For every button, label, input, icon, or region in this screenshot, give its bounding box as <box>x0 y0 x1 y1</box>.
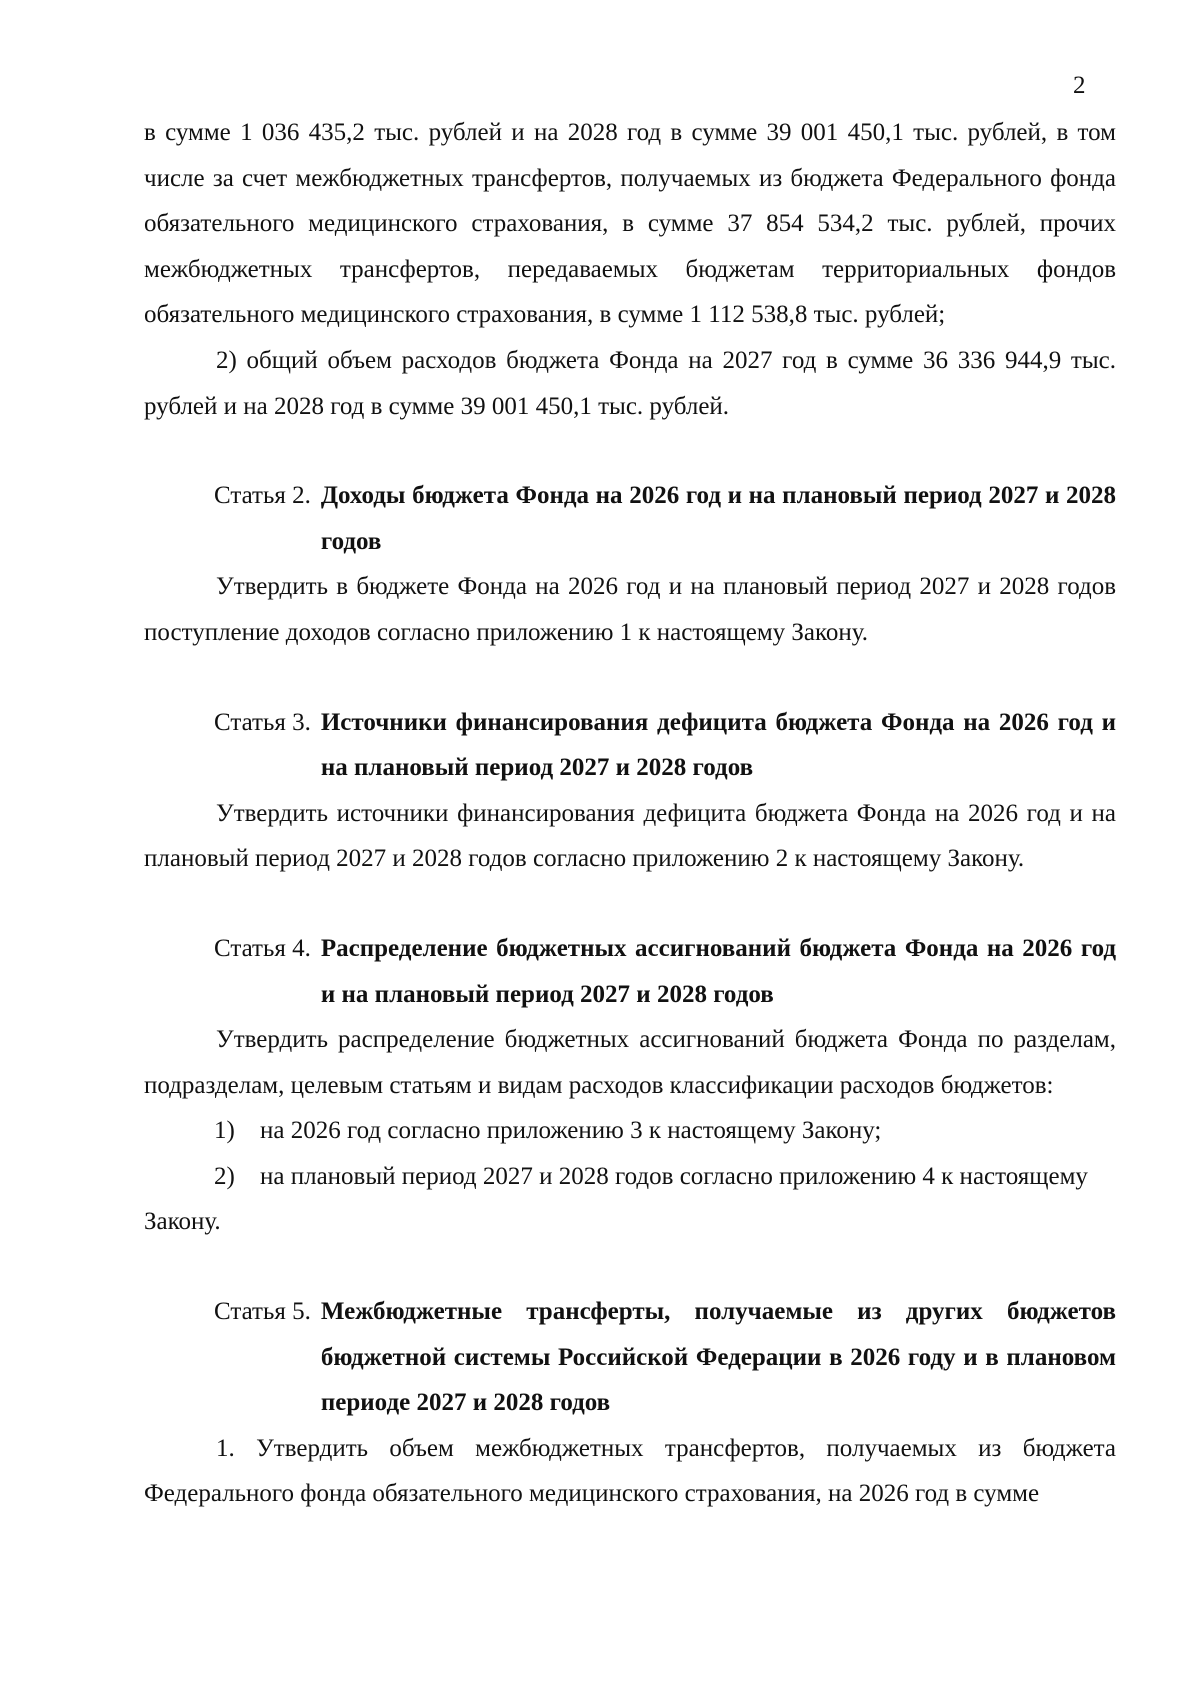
article-4-heading <box>214 926 1116 1017</box>
list-item <box>214 1154 1116 1200</box>
section-gap <box>144 656 1116 700</box>
section-gap <box>144 882 1116 926</box>
list-item-number: 1) <box>214 1117 235 1145</box>
article-title: Межбюджетные трансферты, получаемые из других бюджетов бюджетной системы Российской Федерации в 2026 году и в плановом периоде 2027 и 2028 годов <box>320 1298 1116 1417</box>
article-number: Статья 2. <box>214 482 311 510</box>
article-2-heading <box>214 473 1116 564</box>
article-5-heading <box>214 1289 1116 1426</box>
article-number: Статья 4. <box>214 934 311 962</box>
section-gap <box>144 1245 1116 1289</box>
list-item <box>214 1108 1116 1154</box>
page-number: 2 <box>1073 72 1086 99</box>
article-title: Распределение бюджетных ассигнований бюджета Фонда на 2026 год и на плановый период 2027 и 2028 годов <box>320 934 1116 1008</box>
article-3-body: Утвердить источники финансирования дефицита бюджета Фонда на 2026 год и на плановый период 2027 и 2028 годов согласно приложению 2 к настоящему Закону. <box>144 799 1116 873</box>
article-number: Статья 5. <box>214 1298 311 1326</box>
section-gap <box>144 429 1116 473</box>
article-2-body: Утвердить в бюджете Фонда на 2026 год и на плановый период 2027 и 2028 годов поступление доходов согласно приложению 1 к настоящему Закону. <box>144 573 1116 646</box>
document-body <box>144 110 1116 1517</box>
list-item-text: на плановый период 2027 и 2028 годов согласно приложению 4 к настоящему <box>260 1162 1088 1190</box>
list-item-continuation: Закону. <box>144 1208 221 1236</box>
article-3-heading <box>214 700 1116 791</box>
article-title: Доходы бюджета Фонда на 2026 год и на плановый период 2027 и 2028 годов <box>320 482 1116 555</box>
article-title: Источники финансирования дефицита бюджета Фонда на 2026 год и на плановый период 2027 и 2028 годов <box>320 708 1116 782</box>
list-item-number: 2) <box>214 1162 235 1190</box>
article-4-body: Утвердить распределение бюджетных ассигнований бюджета Фонда по разделам, подразделам, целевым статьям и видам расходов классификации расходов бюджетов: <box>144 1026 1116 1099</box>
paragraph-continuation: в сумме 1 036 435,2 тыс. рублей и на 2028 год в сумме 39 001 450,1 тыс. рублей, в том числе за счет межбюджетных трансфертов, получаемых из бюджета Федерального фонда обязательного медицинского страхования, в сумме 37 854 534,2 тыс. рублей, прочих межбюджетных трансфертов, передаваемых бюджетам территориальных фондов обязательного медицинского страхования, в сумме 1 112 538,8 тыс. рублей; <box>144 119 1116 329</box>
article-number: Статья 3. <box>214 708 311 736</box>
paragraph-expenses: 2) общий объем расходов бюджета Фонда на 2027 год в сумме 36 336 944,9 тыс. рублей и на 2028 год в сумме 39 001 450,1 тыс. рублей. <box>144 346 1116 420</box>
list-item-text: на 2026 год согласно приложению 3 к настоящему Закону; <box>260 1117 882 1145</box>
article-5-body: 1. Утвердить объем межбюджетных трансфертов, получаемых из бюджета Федерального фонда обязательного медицинского страхования, на 2026 год в сумме <box>144 1434 1116 1508</box>
